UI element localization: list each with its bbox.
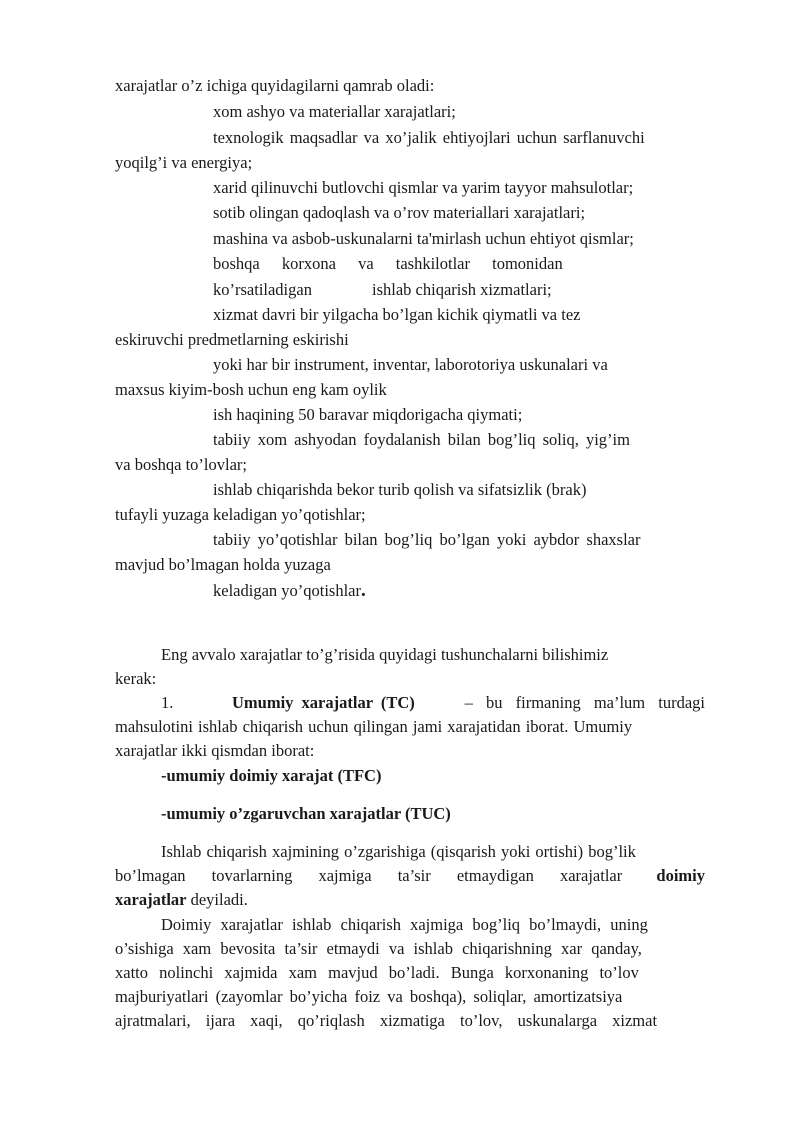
- list-item-text: texnologik maqsadlar va xo’jalik ehtiyojlari uchun sarflanuvchi: [213, 128, 645, 147]
- term-total-cost: Umumiy xarajatlar (TC): [232, 693, 415, 712]
- list-item: [213, 127, 700, 149]
- term-tfc: -umumiy doimiy xarajat (TFC): [161, 766, 382, 785]
- paragraph-line: kerak:: [115, 669, 157, 688]
- list-item: ishlab chiqarishda bekor turib qolish va sifatsizlik (brak): [213, 480, 587, 499]
- list-item: tabiiy yo’qotishlar bilan bog’liq bo’lgan yoki aybdor shaxslar: [213, 530, 641, 549]
- list-item-cont: yoqilg’i va energiya;: [115, 153, 253, 172]
- list-item-cont: tufayli yuzaga keladigan yo’qotishlar;: [115, 505, 366, 524]
- paragraph-line: [115, 865, 705, 887]
- list-item-text: keladigan yo’qotishlar: [213, 581, 362, 600]
- list-item: ish haqining 50 baravar miqdorigacha qiymati;: [213, 405, 523, 424]
- list-item: xizmat davri bir yilgacha bo’lgan kichik qiymatli va tez: [213, 305, 581, 324]
- list-item-cont: mavjud bo’lmagan holda yuzaga: [115, 555, 331, 574]
- paragraph-line: Doimiy xarajatlar ishlab chiqarish xajmiga bog’liq bo’lmaydi, uning: [161, 915, 648, 934]
- list-item-cont: maxsus kiyim-bosh uchun eng kam oylik: [115, 380, 387, 399]
- paragraph-line: majburiyatlari (zayomlar bo’yicha foiz va boshqa), soliqlar, amortizatsiya: [115, 987, 623, 1006]
- list-item-cont: va boshqa to’lovlar;: [115, 455, 247, 474]
- paragraph-line: Ishlab chiqarish xajmining o’zgarishiga (qisqarish yoki ortishi) bog’lik: [161, 842, 636, 861]
- item-line: [232, 692, 705, 714]
- paragraph-line: ajratmalari, ijara xaqi, qo’riqlash xizmatiga to’lov, uskunalarga xizmat: [115, 1011, 658, 1030]
- list-item-period: .: [361, 580, 366, 601]
- list-item-cont: [213, 580, 366, 602]
- term-fixed-costs: doimiy: [656, 866, 705, 885]
- paragraph-text: bo’lmagan tovarlarning xajmiga ta’sir etmaydigan xarajatlar: [115, 866, 623, 885]
- paragraph-line: xarajatlar ikki qismdan iborat:: [115, 741, 315, 760]
- term-fixed-costs-cont: xarajatlar: [115, 890, 187, 909]
- numbered-item-1: [161, 692, 705, 714]
- list-item: xom ashyo va materiallar xarajatlari;: [213, 102, 456, 121]
- paragraph-text: deyiladi.: [190, 890, 248, 909]
- paragraph-line: Eng avvalo xarajatlar to’g’risida quyidagi tushunchalarni bilishimiz: [161, 645, 609, 664]
- term-tuc: -umumiy o’zgaruvchan xarajatlar (TUC): [161, 804, 451, 823]
- item-number: 1.: [161, 693, 174, 712]
- list-item: yoki har bir instrument, inventar, laborotoriya uskunalari va: [213, 355, 608, 374]
- paragraph-line: mahsulotini ishlab chiqarish uchun qilingan jami xarajatidan iborat. Umumiy: [115, 717, 633, 736]
- list-item-cont: ishlab chiqarish xizmatlari;: [372, 280, 552, 299]
- list-item: xarid qilinuvchi butlovchi qismlar va yarim tayyor mahsulotlar;: [213, 178, 634, 197]
- paragraph-line: xatto nolinchi xajmida xam mavjud bo’ladi. Bunga korxonaning to’lov: [115, 963, 639, 982]
- paragraph-line: o’sishiga xam bevosita ta’sir etmaydi va ishlab chiqarishning xar qanday,: [115, 939, 642, 958]
- list-item: mashina va asbob-uskunalarni ta'mirlash uchun ehtiyot qismlar;: [213, 229, 634, 248]
- list-intro: xarajatlar o’z ichiga quyidagilarni qamrab oladi:: [115, 76, 435, 95]
- list-item-cont: ko’rsatiladigan: [213, 280, 312, 299]
- list-item: tabiiy xom ashyodan foydalanish bilan bog’liq soliq, yig’im: [213, 430, 630, 449]
- list-item: boshqa korxona va tashkilotlar tomonidan: [213, 254, 563, 273]
- list-item: sotib olingan qadoqlash va o’rov materiallari xarajatlari;: [213, 203, 586, 222]
- list-item-cont: eskiruvchi predmetlarning eskirishi: [115, 330, 349, 349]
- item-definition: – bu firmaning ma’lum turdagi: [464, 693, 705, 712]
- paragraph-line: [115, 889, 248, 911]
